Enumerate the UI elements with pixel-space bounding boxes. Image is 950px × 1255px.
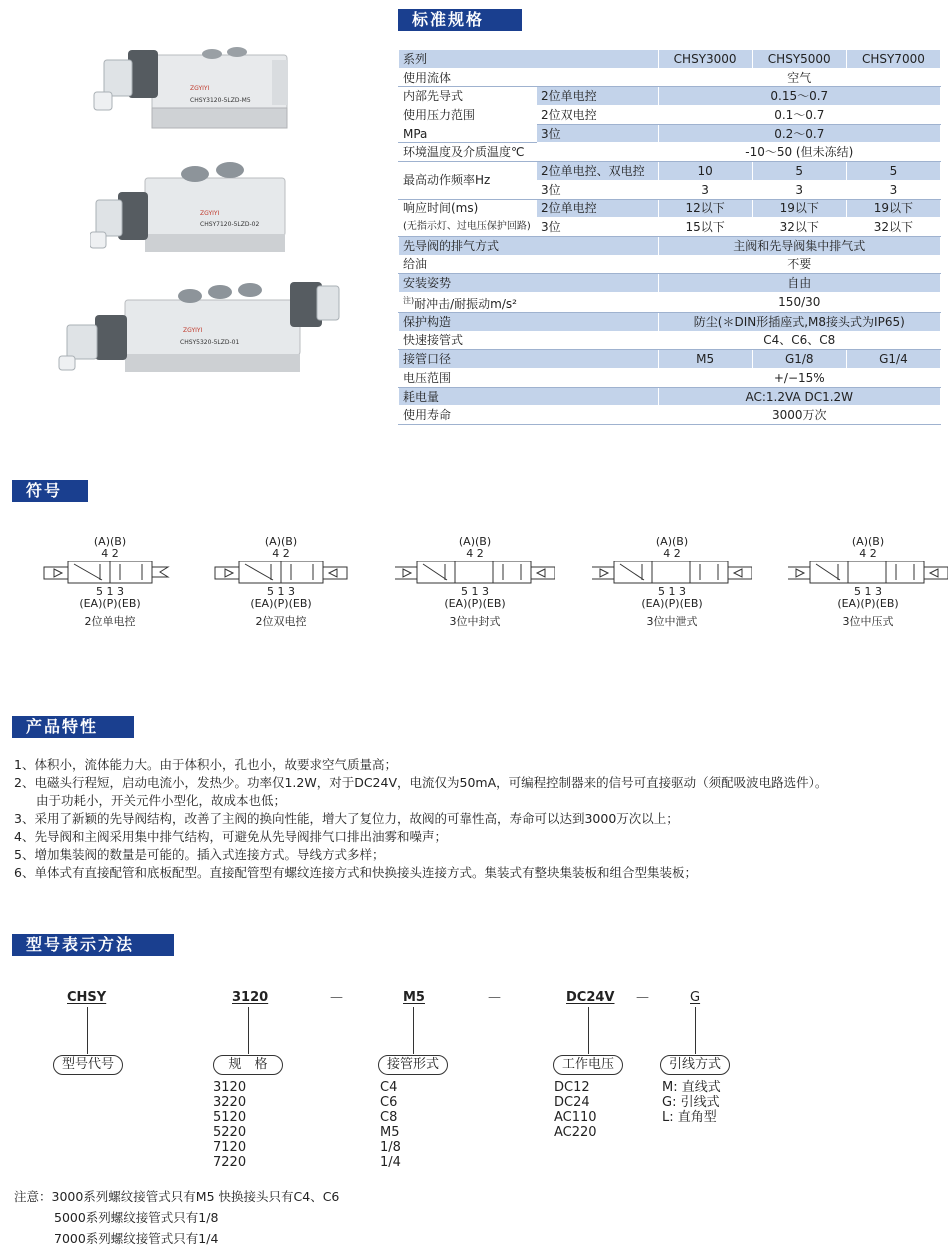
- symbol-3pos-pressure: [788, 535, 948, 635]
- voltage-list: DC12 DC24 AC110 AC220: [554, 1080, 597, 1140]
- code-dash: —: [330, 990, 343, 1005]
- features-list: [14, 756, 827, 882]
- symbol-caption: 2位双电控: [255, 615, 307, 628]
- symbol-caption: 2位单电控: [84, 615, 136, 628]
- note-1: 注意：3000系列螺纹接管式只有M5 快换接头只有C4、C6: [14, 1189, 340, 1204]
- pill-pipe: 接管形式: [378, 1055, 448, 1075]
- feature-item: 5、增加集装阀的数量是可能的。插入式连接方式。导线方式多样；: [14, 847, 385, 862]
- feature-item: 由于功耗小，开关元件小型化，故成本也低；: [36, 793, 287, 808]
- code-dash: —: [636, 990, 649, 1005]
- symbol-port-label: (EA)(P)(EB): [250, 597, 312, 610]
- spec-row-port: 接管口径 M5 G1/8 G1/4: [399, 350, 941, 369]
- pill-voltage: 工作电压: [553, 1055, 623, 1075]
- model-section-title: 型号表示方法: [12, 934, 174, 956]
- spec-row-power: 耗电量 AC:1.2VA DC1.2W: [399, 387, 941, 406]
- symbol-port-label: 4 2: [663, 547, 681, 560]
- feature-item: 1、体积小，流体能力大。由于体积小，孔也小，故要求空气质量高；: [14, 757, 397, 772]
- symbol-port-label: (A)(B): [264, 535, 298, 548]
- note-2: 5000系列螺纹接管式只有1/8: [54, 1210, 219, 1225]
- spec-section-title: 标准规格: [398, 9, 522, 31]
- symbol-port-label: (EA)(P)(EB): [641, 597, 703, 610]
- symbol-port-label: 5 1 3: [267, 585, 295, 598]
- feature-item: 3、采用了新颖的先导阀结构，改善了主阀的换向性能，增大了复位力，故阀的可靠性高，寿命可以达到3000万次以上；: [14, 811, 679, 826]
- spec-row-fitting: 快速接管式 C4、C6、C8: [399, 331, 941, 350]
- symbol-port-label: 5 1 3: [854, 585, 882, 598]
- spec-list: 3120 3220 5120 5220 7120 7220: [213, 1080, 247, 1170]
- pill-lead: 引线方式: [660, 1055, 730, 1075]
- symbol-port-label: 4 2: [101, 547, 119, 560]
- code-series: CHSY: [67, 990, 107, 1005]
- spec-row-response-2: (无指示灯、过电压保护回路) 3位 15以下 32以下 32以下: [399, 218, 941, 237]
- spec-row-pressure-1: 内部先导式 2位单电控 0.15～0.7: [399, 87, 941, 106]
- symbol-port-label: (A)(B): [655, 535, 689, 548]
- symbol-port-label: (EA)(P)(EB): [837, 597, 899, 610]
- spec-row-oil: 给油 不要: [399, 255, 941, 274]
- spec-row-exhaust: 先导阀的排气方式 主阀和先导阀集中排气式: [399, 236, 941, 255]
- spec-row-pressure-2: 使用压力范围 2位双电控 0.1～0.7: [399, 106, 941, 125]
- code-pipe: M5: [403, 990, 425, 1005]
- symbol-section-title: 符号: [12, 480, 88, 502]
- spec-header-row: 系列 CHSY3000 CHSY5000 CHSY7000: [399, 50, 941, 69]
- spec-row-temp: 环境温度及介质温度℃ -10～50 (但未冻结): [399, 143, 941, 162]
- valve-brand-1: ZGYIYI: [190, 85, 210, 92]
- spec-table: [398, 49, 941, 425]
- symbol-port-label: 5 1 3: [461, 585, 489, 598]
- symbol-port-label: (A)(B): [458, 535, 492, 548]
- valve-model-1: CHSY3120-5LZD-M5: [190, 97, 251, 104]
- spec-row-freq-2: 3位 3 3 3: [399, 180, 941, 199]
- feature-item: 6、单体式有直接配管和底板配型。直接配管型有螺纹连接方式和快换接头连接方式。集装式有整块集装板和组合型集装板；: [14, 865, 697, 880]
- symbol-2pos-single: [35, 535, 195, 635]
- spec-row-protect: 保护构造 防尘(＊DIN形插座式,M8接头式为IP65): [399, 312, 941, 331]
- pill-series: 型号代号: [53, 1055, 123, 1075]
- symbol-caption: 3位中压式: [842, 615, 894, 628]
- valve-model-2: CHSY7120-5LZD-02: [200, 221, 260, 228]
- symbol-port-label: (A)(B): [93, 535, 127, 548]
- symbol-port-label: 4 2: [272, 547, 290, 560]
- features-section-title: 产品特性: [12, 716, 134, 738]
- feature-item: 2、电磁头行程短，启动电流小，发热少。功率仅1.2W，对于DC24V，电流仅为50mA，可编程控制器来的信号可直接驱动（须配吸波电路选件）。: [14, 775, 828, 790]
- symbol-3pos-closed: [395, 535, 555, 635]
- lead-list: M: 直线式 G: 引线式 L: 直角型: [662, 1080, 721, 1125]
- valve-brand-2: ZGYIYI: [200, 210, 220, 217]
- code-dash: —: [488, 990, 501, 1005]
- spec-row-life: 使用寿命 3000万次: [399, 406, 941, 425]
- valve-model-3: CHSY5320-5LZD-01: [180, 339, 240, 346]
- valve-brand-3: ZGYIYI: [183, 327, 203, 334]
- valve-image-2: [90, 150, 300, 260]
- feature-item: 4、先导阀和主阀采用集中排气结构，可避免从先导阀排气口排出油雾和噪声；: [14, 829, 447, 844]
- symbol-port-label: 4 2: [466, 547, 484, 560]
- code-voltage: DC24V: [566, 990, 615, 1005]
- spec-row-shock: $^{注)}$耐冲击/耐振动m/s² 150/30: [399, 292, 941, 312]
- valve-image-1: [92, 40, 297, 140]
- spec-row-mount: 安装姿势 自由: [399, 274, 941, 293]
- code-lead: G: [690, 990, 701, 1005]
- spec-row-voltage: 电压范围 +/−15%: [399, 369, 941, 388]
- symbol-caption: 3位中泄式: [646, 615, 698, 628]
- pill-spec: 规 格: [213, 1055, 283, 1075]
- spec-row-response-1: 响应时间(ms) 2位单电控 12以下 19以下 19以下: [399, 199, 941, 218]
- code-spec: 3120: [232, 990, 269, 1005]
- symbol-port-label: 5 1 3: [96, 585, 124, 598]
- spec-row-freq-1: 最高动作频率Hz 2位单电控、双电控 10 5 5: [399, 162, 941, 181]
- symbol-port-label: (A)(B): [851, 535, 885, 548]
- symbol-2pos-double: [206, 535, 366, 635]
- symbol-3pos-exhaust: [592, 535, 752, 635]
- symbol-port-label: (EA)(P)(EB): [79, 597, 141, 610]
- spec-row-fluid: 使用流体 空气: [399, 68, 941, 87]
- spec-row-pressure-3: MPa 3位 0.2～0.7: [399, 124, 941, 143]
- symbol-port-label: 5 1 3: [658, 585, 686, 598]
- symbol-port-label: (EA)(P)(EB): [444, 597, 506, 610]
- symbol-caption: 3位中封式: [449, 615, 501, 628]
- note-3: 7000系列螺纹接管式只有1/4: [54, 1231, 219, 1246]
- symbol-port-label: 4 2: [859, 547, 877, 560]
- pipe-list: C4 C6 C8 M5 1/8 1/4: [380, 1080, 401, 1170]
- valve-image-3: [55, 270, 345, 380]
